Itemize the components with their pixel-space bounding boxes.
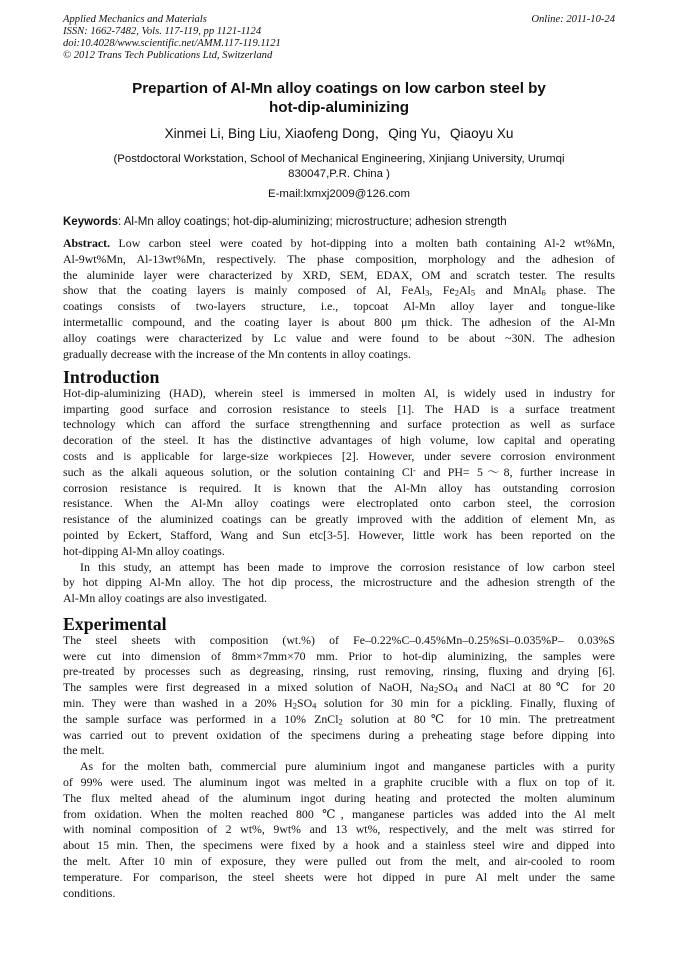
experimental-line: The steel sheets with composition (wt.%) of Fe–0.22%C–0.45%Mn–0.25%Si–0.035%P– 0.03%S: [63, 632, 615, 647]
paper-title-line-1: Prepartion of Al-Mn alloy coatings on low carbon steel by: [132, 80, 546, 97]
abstract-line: Abstract. Low carbon steel were coated by hot-dipping into a molten bath containing Al-2 wt%Mn,: [63, 236, 615, 250]
experimental-section: [63, 614, 615, 901]
abstract-line: the aluminide layer were characterized by XRD, SEM, EDAX, OM and scratch tester. The results: [63, 267, 615, 282]
introduction-line: In this study, an attempt has been made to improve the corrosion resistance of low carbon steel: [80, 559, 615, 574]
experimental-line: from oxidation. When the molten reached 800 ℃, manganese particles was added into the Al melt: [63, 806, 615, 821]
keywords: [63, 215, 615, 229]
introduction-line: by hot dipping Al-Mn alloy. The hot dip process, the microstructure and the adhesion strength of the: [63, 575, 615, 590]
experimental-line: temperature. For comparison, the steel sheets were hot dipped in pure Al melt under the same: [63, 869, 615, 884]
experimental-line: The flux melted ahead of the aluminum ingot during heating and protected the molten aluminum: [63, 790, 615, 805]
introduction-line: such as the alkali aqueous solution, or the solution containing Cl- and PH= 5～8, further increase in: [63, 464, 615, 479]
affiliation-line-1: (Postdoctoral Workstation, School of Mechanical Engineering, Xinjiang University, Urumqi: [113, 153, 565, 165]
email-address: E-mail:lxmxj2009@126.com: [268, 188, 410, 200]
experimental-paragraph-1: [63, 633, 615, 759]
introduction-line: hot-dipping Al-Mn alloy coatings.: [63, 543, 225, 558]
paper-title-line-2: hot-dip-aluminizing: [268, 98, 410, 116]
experimental-line: of 99% were used. The aluminum ingot was melted in a graphite crucible with a flux on top of it.: [63, 774, 615, 789]
introduction-paragraph-2: [63, 560, 615, 607]
introduction-line: corrosion resistance is required. It is known that the Al-Mn alloy has outstanding corrosion: [63, 480, 615, 495]
experimental-paragraph-2: [63, 759, 615, 901]
introduction-line: resistance. When the Al-Mn alloy coatings were electroplated onto carbon steel, the corrosion: [63, 496, 615, 511]
experimental-line: the melt. After 10 min of exposure, they were pulled out from the melt, and air-cooled to room: [63, 853, 615, 868]
abstract-paragraph: [63, 236, 615, 362]
introduction-line: resistance of the aluminized coatings can be greatly improved with the addition of element Mn, as: [63, 512, 615, 527]
copyright-line: © 2012 Trans Tech Publications Ltd, Switzerland: [63, 50, 273, 62]
keywords-label: Keywords: [63, 216, 118, 228]
introduction-line: imparting good surface and corrosion resistance to steels [1]. The HAD is a surface treatment: [63, 401, 615, 416]
abstract-line: gradually decrease with the increase of the Mn contents in alloy coatings.: [63, 346, 411, 361]
experimental-line: min. They were than washed in a 20% $H_2SO_4$ solution for 30 min for a pickling. Finally, fluxing of: [63, 695, 615, 711]
experimental-line: about 15 min. Then, the specimens were fixed by a hook and a stainless steel wire and dipped into: [63, 838, 615, 853]
journal-header: [63, 14, 423, 62]
online-date: Online: 2011-10-24: [531, 14, 615, 25]
experimental-line: with nominal composition of 2 wt%, 9wt% and 13 wt%, respectively, and the melt was stirred for: [63, 822, 615, 837]
affiliation-line-2: 830047,P.R. China ): [288, 167, 390, 180]
experimental-line: the sample surface was performed in a 10% ZnCl$_2$ solution at 80℃ for 10 min. The pretreatment: [63, 711, 615, 727]
experimental-line: were cut into dimension of 8mm×7mm×70 mm. Prior to hot-dip aluminizing, the samples were: [63, 648, 615, 663]
affiliation: [80, 152, 598, 181]
introduction-heading: Introduction: [63, 367, 160, 387]
abstract-line: coatings consists of two-layers structure, i.e., topcoat Al-Mn alloy layer and tongue-like: [63, 299, 615, 314]
introduction-line: costs and is applicable for large-size workpieces [2]. However, under severe corrosion environment: [63, 448, 615, 463]
abstract-line: Al-9wt%Mn, Al-13wt%Mn, respectively. The phase composition, morphology and the adhesion of: [63, 251, 615, 266]
abstract-section: [63, 236, 615, 362]
journal-name: Applied Mechanics and Materials: [63, 14, 207, 25]
abstract-line: alloy coatings were characterized by Lc value and were found to be about ~30N. The adhesion: [63, 330, 615, 345]
introduction-line: technology which can afford the surface strengthenning and surface protection as well as surface: [63, 417, 615, 432]
keywords-text: : Al-Mn alloy coatings; hot-dip-aluminizing; microstructure; adhesion strength: [117, 216, 507, 228]
abstract-line: show that the coating layers is mainly composed of Al, FeAl$_3$, $Fe_2Al_5$ and MnAl$_6$ phase. The: [63, 283, 615, 298]
doi-line: doi:10.4028/www.scientific.net/AMM.117-119.1121: [63, 38, 281, 50]
paper-title: [60, 80, 618, 117]
experimental-line: pre-treated by processes such as degreasing, rinsing, rust removing, rinsing, fluxing and drying [6].: [63, 664, 615, 679]
experimental-line: the melt.: [63, 743, 105, 758]
introduction-line: pointed by Eckert, Stafford, Wang and Sun etc[3-5]. However, little work has been reported on the: [63, 527, 615, 542]
abstract-label: Abstract.: [63, 236, 111, 250]
introduction-section: [63, 367, 615, 607]
authors-line: Xinmei Li, Bing Liu, Xiaofeng Dong，Qing Yu，Qiaoyu Xu: [164, 126, 514, 141]
experimental-line: As for the molten bath, commercial pure aluminium ingot and manganese particles with a purity: [80, 759, 615, 774]
introduction-paragraph-1: [63, 386, 615, 560]
experimental-line: The samples were first degreased in a mixed solution of NaOH, $Na_2SO_4$ and NaCl at 80℃ for 20: [63, 680, 615, 695]
experimental-line: conditions.: [63, 885, 116, 900]
introduction-line: Al-Mn alloy coatings are also investigated.: [63, 591, 267, 606]
abstract-line: intermetallic compound, and the coating layer is about 800 μm thick. The adhesion of the Al-Mn: [63, 314, 615, 329]
introduction-line: Hot-dip-aluminizing (HAD), wherein steel is immersed in molten Al, is widely used in industry for: [63, 385, 615, 400]
experimental-line: was carried out to prevent oxidation of the specimens during a preheating stage before dipping into: [63, 727, 615, 742]
issn-line: ISSN: 1662-7482, Vols. 117-119, pp 1121-1124: [63, 26, 262, 38]
experimental-heading: Experimental: [63, 614, 167, 634]
introduction-line: decoration of the steel. It has the distinctive advantages of high volume, low capital and operating: [63, 433, 615, 448]
